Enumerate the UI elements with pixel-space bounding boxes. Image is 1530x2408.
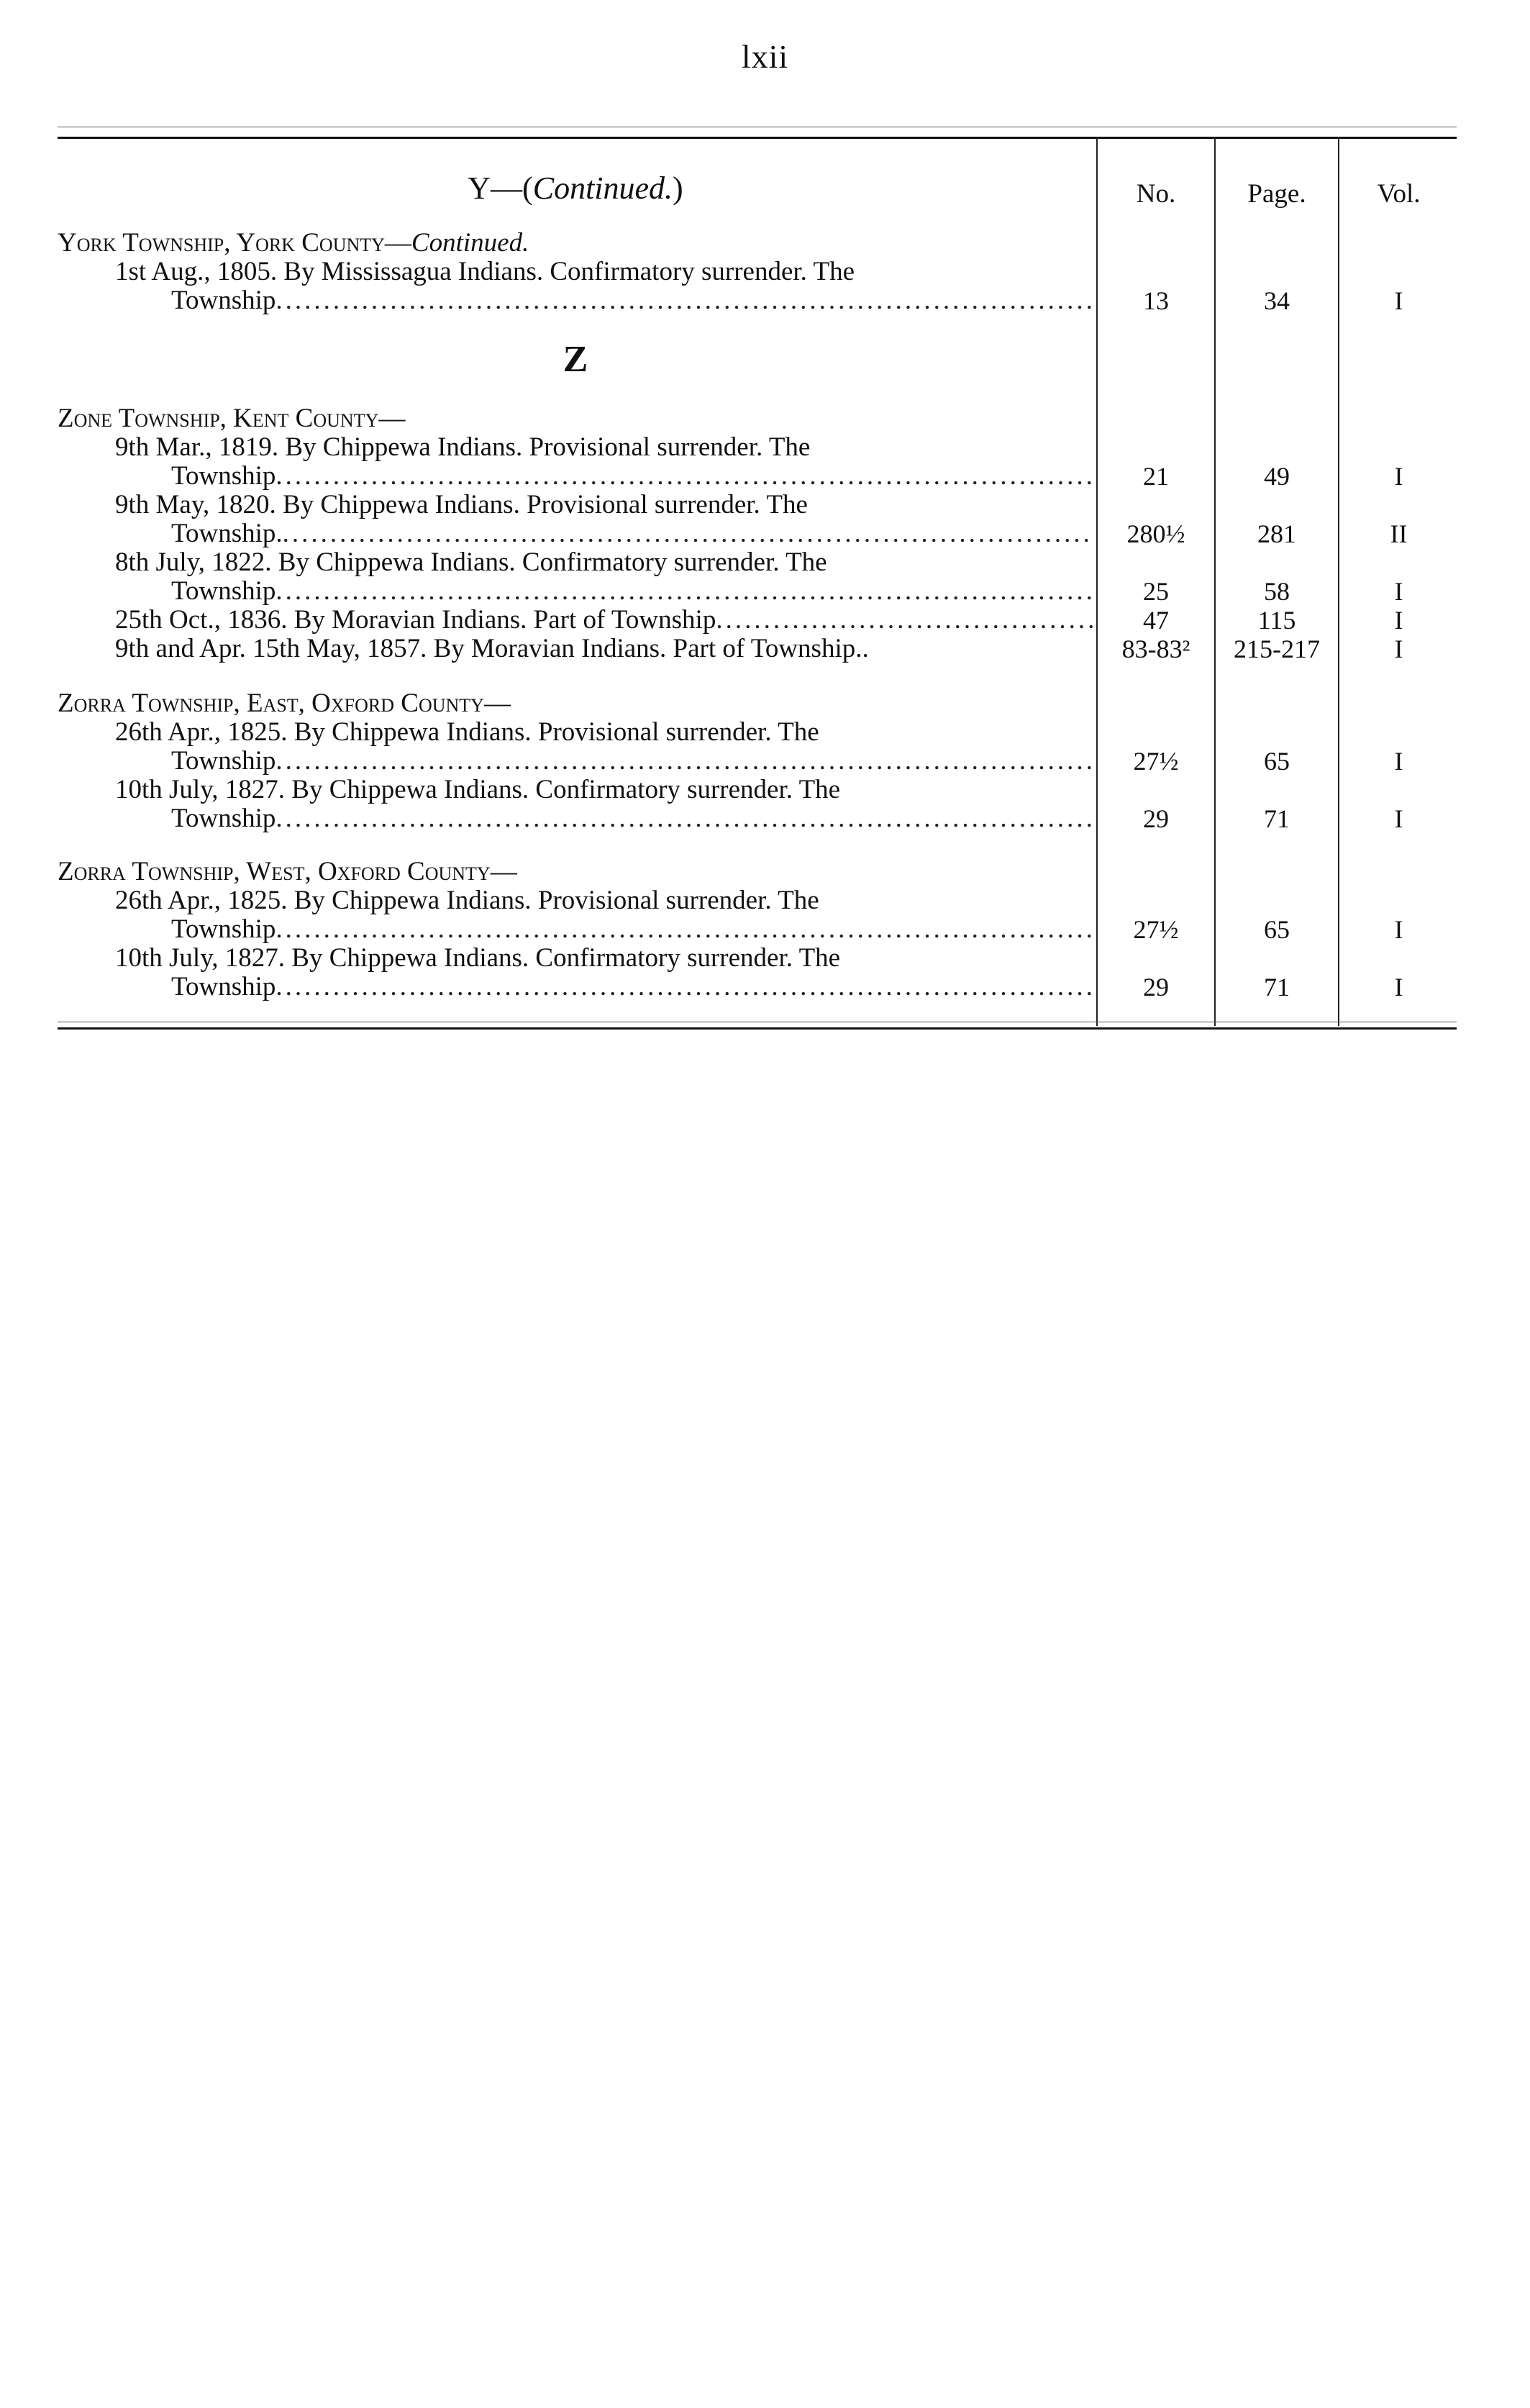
york-heading bbox=[58, 229, 1093, 258]
section-y-title: Y—(Continued.) bbox=[468, 171, 683, 206]
zorra-east-entry-2-line1: 10th July, 1827. By Chippewa Indians. Confirmatory surrender. The bbox=[115, 775, 841, 804]
zone-entry-3-line2 bbox=[171, 577, 1093, 606]
zone-entry-2-township: Township. bbox=[171, 519, 283, 548]
york-entry-1-township: Township bbox=[171, 286, 276, 315]
york-heading-text: York Township, York County— bbox=[58, 228, 411, 258]
york-entry-1-page: 34 bbox=[1264, 286, 1290, 315]
zorra-west-entry-1-township: Township bbox=[171, 914, 276, 944]
zone-heading: Zone Township, Kent County— bbox=[58, 404, 406, 433]
column-header-no: No. bbox=[1136, 179, 1176, 209]
zone-entry-5-page: 215-217 bbox=[1234, 635, 1320, 663]
zone-entry-2-no: 280½ bbox=[1126, 519, 1185, 548]
bottom-rule bbox=[58, 1027, 1457, 1030]
zone-entry-1-township: Township bbox=[171, 461, 276, 491]
york-entry-1-no: 13 bbox=[1143, 286, 1169, 315]
zorra-east-entry-2-vol: I bbox=[1394, 804, 1403, 833]
zone-entry-5-vol: I bbox=[1394, 635, 1403, 663]
zone-entry-1-no: 21 bbox=[1143, 462, 1169, 491]
zorra-west-entry-2-vol: I bbox=[1394, 973, 1403, 1001]
zorra-east-entry-1-line2 bbox=[171, 747, 1093, 776]
zorra-west-entry-1-vol: I bbox=[1394, 915, 1403, 944]
zone-entry-1-line2 bbox=[171, 462, 1093, 491]
column-header-vol: Vol. bbox=[1377, 179, 1421, 209]
zorra-west-entry-1-no: 27½ bbox=[1133, 915, 1179, 944]
zone-entry-3-no: 25 bbox=[1143, 577, 1169, 606]
zorra-east-entry-1-township: Township bbox=[171, 746, 276, 776]
zorra-east-entry-2-line2 bbox=[171, 804, 1093, 833]
york-entry-1-vol: I bbox=[1394, 286, 1403, 315]
zorra-east-entry-2-no: 29 bbox=[1143, 804, 1169, 833]
zone-entry-1-line1: 9th Mar., 1819. By Chippewa Indians. Provisional surrender. The bbox=[115, 432, 811, 462]
zone-entry-2-line2 bbox=[171, 519, 1093, 548]
zorra-west-entry-2-township: Township bbox=[171, 972, 276, 1001]
zone-entry-2-vol: II bbox=[1390, 519, 1408, 548]
section-z-letter: Z bbox=[563, 339, 588, 380]
zorra-west-entry-2-line2 bbox=[171, 973, 1093, 1001]
zorra-east-entry-2-township: Township bbox=[171, 804, 276, 833]
zone-entry-3-township: Township bbox=[171, 576, 276, 606]
zorra-east-entry-2-page: 71 bbox=[1264, 804, 1290, 833]
column-header-page: Page. bbox=[1247, 179, 1306, 209]
zorra-west-entry-1-line1: 26th Apr., 1825. By Chippewa Indians. Provisional surrender. The bbox=[115, 886, 819, 915]
zorra-west-entry-1-page: 65 bbox=[1264, 915, 1290, 944]
zone-entry-3-page: 58 bbox=[1264, 577, 1290, 606]
zone-entry-3-line1: 8th July, 1822. By Chippewa Indians. Confirmatory surrender. The bbox=[115, 548, 827, 577]
zorra-east-entry-1-page: 65 bbox=[1264, 747, 1290, 776]
zone-entry-5-no: 83-83² bbox=[1121, 635, 1190, 663]
zone-entry-4-text: 25th Oct., 1836. By Moravian Indians. Part of Township bbox=[115, 605, 716, 635]
zone-entry-4-page: 115 bbox=[1257, 606, 1296, 635]
zorra-west-entry-1-line2 bbox=[171, 915, 1093, 944]
zone-entry-4-line1 bbox=[115, 606, 1093, 635]
zone-entry-1-page: 49 bbox=[1264, 462, 1290, 491]
zone-entry-3-vol: I bbox=[1394, 577, 1403, 606]
york-entry-1-line1: 1st Aug., 1805. By Mississagua Indians. Confirmatory surrender. The bbox=[115, 257, 855, 286]
york-entry-1-line2 bbox=[171, 286, 1093, 315]
zorra-west-entry-2-no: 29 bbox=[1143, 973, 1169, 1001]
zorra-east-entry-1-line1: 26th Apr., 1825. By Chippewa Indians. Provisional surrender. The bbox=[115, 717, 819, 747]
zorra-east-entry-1-vol: I bbox=[1394, 747, 1403, 776]
zorra-east-entry-1-no: 27½ bbox=[1133, 747, 1179, 776]
zone-entry-2-line1: 9th May, 1820. By Chippewa Indians. Provisional surrender. The bbox=[115, 490, 808, 519]
zone-entry-4-no: 47 bbox=[1143, 606, 1169, 635]
zorra-east-heading: Zorra Township, East, Oxford County— bbox=[58, 689, 511, 718]
zorra-west-entry-2-line1: 10th July, 1827. By Chippewa Indians. Confirmatory surrender. The bbox=[115, 943, 841, 973]
zone-entry-2-page: 281 bbox=[1257, 519, 1296, 548]
zorra-west-heading: Zorra Township, West, Oxford County— bbox=[58, 857, 517, 886]
zone-entry-1-vol: I bbox=[1394, 462, 1403, 491]
zone-entry-4-vol: I bbox=[1394, 606, 1403, 635]
page-number: lxii bbox=[741, 38, 789, 75]
zorra-west-entry-2-page: 71 bbox=[1264, 973, 1290, 1001]
york-heading-continued: Continued. bbox=[411, 228, 529, 258]
top-rule bbox=[58, 137, 1457, 139]
zone-entry-5-line1: 9th and Apr. 15th May, 1857. By Moravian Indians. Part of Township.. bbox=[115, 634, 869, 663]
